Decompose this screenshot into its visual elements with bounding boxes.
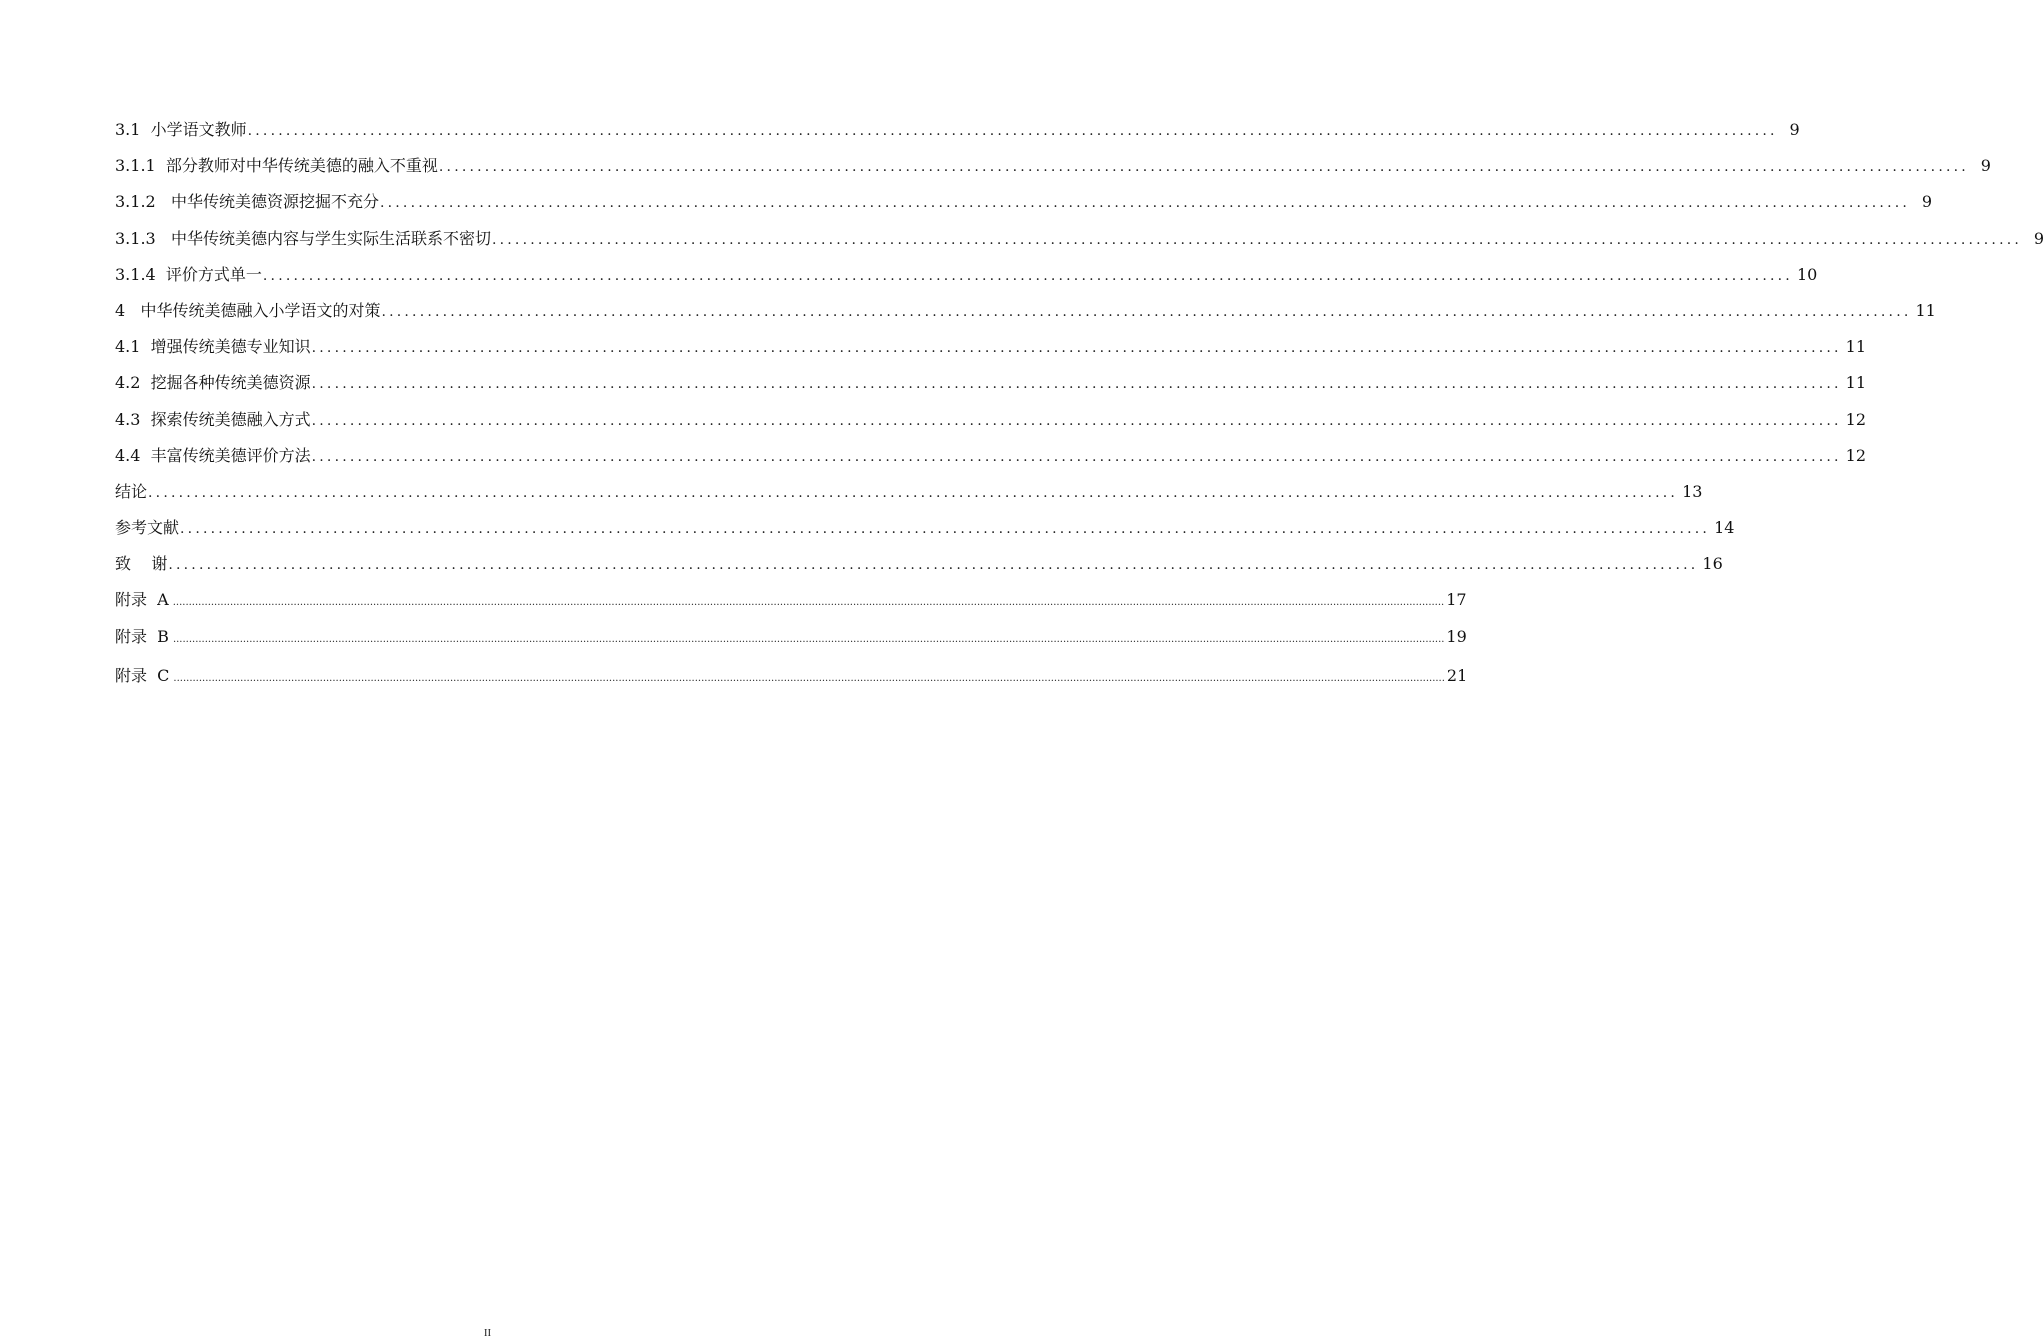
toc-dot-leader: ........................................................................................................................................................................................................	[311, 376, 1842, 393]
toc-entry-page: 12	[1845, 409, 1867, 429]
toc-dot-leader: ........................................................................................................................................................................................................	[311, 448, 1842, 465]
toc-entry[interactable]	[115, 335, 1867, 371]
table-of-contents	[115, 118, 2044, 700]
toc-dot-leader: ........................................................................................................................................................................................................	[148, 484, 1679, 501]
toc-entry-page: 9	[1789, 120, 1800, 139]
toc-entry-page: 11	[1845, 373, 1867, 393]
toc-entry-label: 附录 B	[115, 626, 169, 646]
toc-entry-label: 4 中华传统美德融入小学语文的对策	[115, 300, 381, 320]
toc-entry-label: 参考文献	[115, 518, 180, 538]
toc-entry-label: 4.4 丰富传统美德评价方法	[115, 445, 311, 465]
toc-entry[interactable]	[115, 190, 1933, 226]
toc-dot-leader: ........................................................................................................................................................................................................	[180, 521, 1711, 538]
toc-entry[interactable]	[115, 299, 1936, 335]
toc-entry[interactable]	[115, 227, 2044, 263]
toc-dot-leader: ................................................................................................................................................................................................................................................................................................................................................................................................................	[172, 633, 1445, 645]
toc-entry-label: 3.1.1 部分教师对中华传统美德的融入不重视	[115, 156, 438, 176]
toc-entry-label: 3.1.4 评价方式单一	[115, 264, 262, 284]
toc-entry-page: 13	[1682, 481, 1703, 501]
footer-page-number: II	[483, 1327, 492, 1339]
toc-entry-label: 结论	[115, 481, 148, 501]
toc-dot-leader: ........................................................................................................................................................................................................	[438, 159, 1969, 176]
toc-entry-page: 16	[1702, 554, 1723, 574]
toc-dot-leader: ........................................................................................................................................................................................................	[247, 123, 1778, 139]
toc-entry-label: 4.3 探索传统美德融入方式	[115, 409, 311, 429]
toc-entry-page: 9	[2033, 228, 2044, 248]
toc-entry-label: 4.2 挖掘各种传统美德资源	[115, 373, 311, 393]
toc-entry[interactable]	[115, 444, 1867, 480]
toc-entry[interactable]	[115, 371, 1867, 407]
toc-entry[interactable]	[115, 664, 1468, 700]
toc-entry-page: 17	[1446, 590, 1467, 610]
toc-entry[interactable]	[115, 516, 1735, 552]
toc-entry[interactable]	[115, 263, 1818, 299]
toc-entry-page: 11	[1915, 300, 1936, 320]
toc-entry-page: 21	[1446, 665, 1468, 685]
toc-entry-label: 3.1 小学语文教师	[115, 120, 247, 139]
toc-entry-page: 9	[1980, 156, 1991, 176]
toc-dot-leader: ........................................................................................................................................................................................................	[379, 195, 1911, 212]
toc-entry-page: 11	[1845, 337, 1867, 357]
toc-entry[interactable]	[115, 552, 1723, 588]
toc-entry-label: 4.1 增强传统美德专业知识	[115, 337, 311, 357]
toc-dot-leader: ........................................................................................................................................................................................................	[262, 267, 1793, 284]
toc-entry-label: 3.1.3 中华传统美德内容与学生实际生活联系不密切	[115, 228, 491, 248]
toc-dot-leader: ........................................................................................................................................................................................................	[381, 303, 1912, 320]
toc-dot-leader: ................................................................................................................................................................................................................................................................................................................................................................................................................	[173, 672, 1445, 684]
toc-entry[interactable]	[115, 408, 1867, 444]
toc-entry[interactable]	[115, 588, 1467, 624]
toc-dot-leader: ........................................................................................................................................................................................................	[491, 231, 2023, 248]
toc-entry-page: 9	[1921, 192, 1933, 212]
toc-dot-leader: ................................................................................................................................................................................................................................................................................................................................................................................................................	[172, 597, 1445, 609]
toc-dot-leader: ........................................................................................................................................................................................................	[168, 557, 1699, 574]
toc-entry-label: 附录 C	[115, 665, 170, 685]
toc-entry[interactable]	[115, 480, 1703, 516]
toc-entry-page: 12	[1845, 445, 1867, 465]
toc-entry-page: 14	[1714, 518, 1735, 538]
toc-entry[interactable]	[115, 118, 1800, 154]
toc-entry[interactable]	[115, 625, 1467, 661]
toc-dot-leader: ........................................................................................................................................................................................................	[311, 412, 1842, 429]
toc-entry-page: 19	[1446, 626, 1467, 646]
toc-dot-leader: ........................................................................................................................................................................................................	[311, 340, 1842, 357]
toc-entry-label: 致 谢	[115, 554, 168, 574]
toc-entry-page: 10	[1796, 264, 1818, 284]
toc-entry[interactable]	[115, 154, 1991, 190]
toc-entry-label: 3.1.2 中华传统美德资源挖掘不充分	[115, 192, 379, 212]
toc-entry-label: 附录 A	[115, 590, 169, 610]
